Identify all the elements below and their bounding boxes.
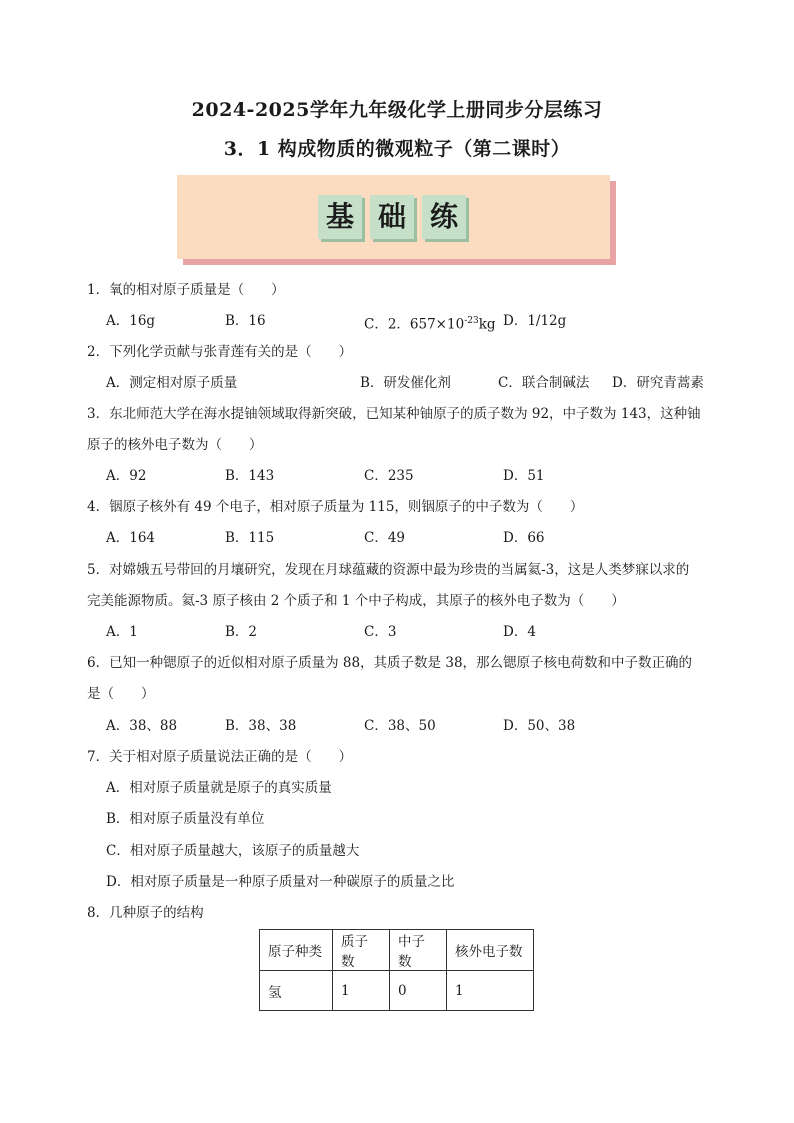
q7-option-a: A．相对原子质量就是原子的真实质量	[106, 780, 332, 796]
table-header-cell: 中子数	[390, 930, 447, 971]
q4-option-c: C．49	[364, 530, 406, 546]
question-5-stem-line-1: 5．对嫦娥五号带回的月壤研究，发现在月球蕴藏的资源中最为珍贵的当属氦-3，这是人类梦寐以求的	[87, 562, 690, 578]
table-cell: 0	[390, 971, 447, 1011]
table-cell: 氢	[260, 971, 333, 1011]
table-cell: 1	[333, 971, 390, 1011]
question-8-stem: 8．几种原子的结构	[87, 905, 204, 921]
table-header-row	[260, 930, 534, 971]
table-header-cell: 质子数	[333, 930, 390, 971]
q1-option-b: B．16	[225, 313, 266, 329]
q3-option-b: B．143	[225, 468, 275, 484]
q7-option-b: B．相对原子质量没有单位	[106, 811, 265, 827]
question-1-stem: 1．氧的相对原子质量是（ ）	[87, 282, 285, 298]
page-subtitle: 3．1 构成物质的微观粒子（第二课时）	[223, 138, 571, 160]
q2-option-b: B．研发催化剂	[360, 375, 451, 391]
question-3-stem-line-2: 原子的核外电子数为（ ）	[87, 437, 263, 453]
q3-option-d: D．51	[503, 468, 545, 484]
q2-option-a: A．测定相对原子质量	[106, 375, 238, 391]
q6-option-c: C．38、50	[364, 718, 436, 734]
question-7-stem: 7．关于相对原子质量说法正确的是（ ）	[87, 749, 353, 765]
q7-option-d: D．相对原子质量是一种原子质量对一种碳原子的质量之比	[106, 874, 455, 890]
table-row	[260, 971, 534, 1011]
q1-option-c	[364, 312, 496, 334]
page-title: 2024-2025学年九年级化学上册同步分层练习	[191, 99, 603, 121]
banner-char-1: 基	[318, 195, 362, 239]
question-5-stem-line-2: 完美能源物质。氦-3 原子核由 2 个质子和 1 个中子构成，其原子的核外电子数为（ ）	[87, 593, 625, 609]
question-6-stem-line-2: 是（ ）	[87, 686, 155, 702]
q7-option-c: C．相对原子质量越大，该原子的质量越大	[106, 843, 360, 859]
q4-option-a: A．164	[106, 530, 156, 546]
q5-option-d: D．4	[503, 624, 536, 640]
table-header-cell: 核外电子数	[447, 930, 534, 971]
q5-option-c: C．3	[364, 624, 397, 640]
banner-char-3: 练	[422, 195, 466, 239]
table-header-cell: 原子种类	[260, 930, 333, 971]
q6-option-a: A．38、88	[106, 718, 178, 734]
atom-structure-table	[259, 929, 534, 1011]
q6-option-b: B．38、38	[225, 718, 297, 734]
q2-option-c: C．联合制碱法	[498, 375, 590, 391]
q1-option-a: A．16g	[106, 313, 156, 329]
banner-char-2: 础	[370, 195, 414, 239]
q5-option-a: A．1	[106, 624, 138, 640]
q6-option-d: D．50、38	[503, 718, 576, 734]
question-6-stem-line-1: 6．已知一种锶原子的近似相对原子质量为 88，其质子数是 38，那么锶原子核电荷数和中子数正确的	[87, 655, 693, 671]
q1-option-c-exponent: -23	[464, 316, 479, 326]
question-2-stem: 2．下列化学贡献与张青莲有关的是（ ）	[87, 344, 353, 360]
q4-option-b: B．115	[225, 530, 275, 546]
q1-option-c-base: C．2．657×10	[364, 316, 465, 333]
q1-option-d: D．1/12g	[503, 313, 567, 329]
q2-option-d: D．研究青蒿素	[612, 375, 704, 391]
q5-option-b: B．2	[225, 624, 258, 640]
q4-option-d: D．66	[503, 530, 545, 546]
question-4-stem: 4．铟原子核外有 49 个电子，相对原子质量为 115，则铟原子的中子数为（ ）	[87, 499, 584, 515]
question-3-stem-line-1: 3．东北师范大学在海水提铀领域取得新突破，已知某种铀原子的质子数为 92，中子数为 143，这种铀	[87, 406, 701, 422]
q3-option-c: C．235	[364, 468, 414, 484]
q1-option-c-unit: kg	[478, 316, 496, 333]
table-cell: 1	[447, 971, 534, 1011]
q3-option-a: A．92	[106, 468, 147, 484]
